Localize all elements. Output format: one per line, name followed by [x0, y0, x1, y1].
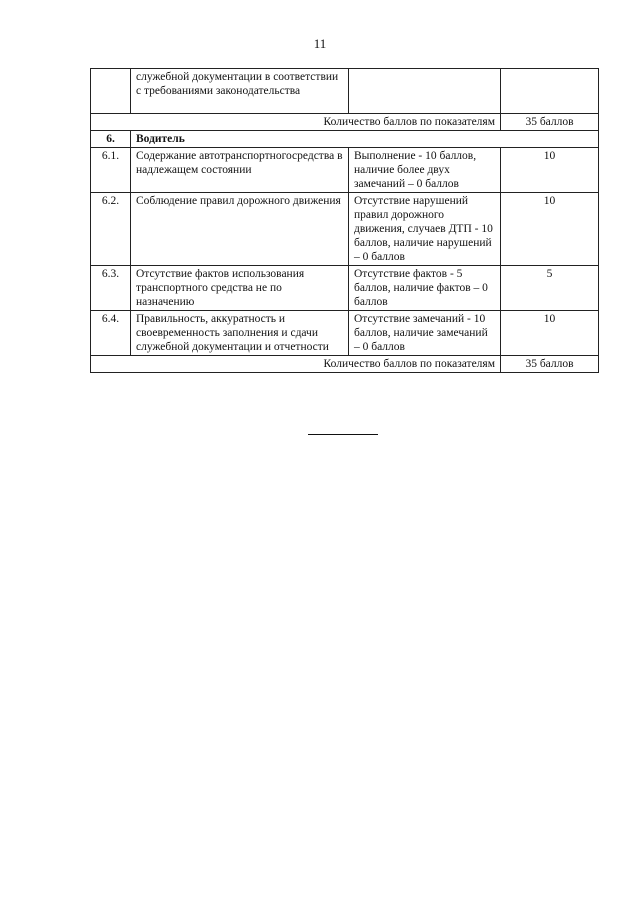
- indicator-cell: Правильность, аккуратность и своевременность заполнения и сдачи служебной документации и отчетности: [131, 311, 349, 356]
- table-row: [91, 311, 599, 356]
- criteria-cell: Отсутствие замечаний - 10 баллов, наличие замечаний – 0 баллов: [349, 311, 501, 356]
- section-header-row: [91, 131, 599, 148]
- score-table: [90, 68, 599, 373]
- criteria-cell: Отсутствие нарушений правил дорожного движения, случаев ДТП - 10 баллов, наличие нарушений – 0 баллов: [349, 193, 501, 266]
- row-number-cell: 6.2.: [91, 193, 131, 266]
- row-number-cell: 6.4.: [91, 311, 131, 356]
- indicator-cell: Соблюдение правил дорожного движения: [131, 193, 349, 266]
- total-value: 35 баллов: [501, 356, 599, 373]
- row-number-cell: 6.3.: [91, 266, 131, 311]
- table-row-continuation: [91, 69, 599, 114]
- table-row: [91, 193, 599, 266]
- table-row: [91, 148, 599, 193]
- row-number-cell: 6.1.: [91, 148, 131, 193]
- criteria-cell: [349, 69, 501, 114]
- table-row-total: [91, 114, 599, 131]
- table-row-total: [91, 356, 599, 373]
- page-number: 11: [313, 36, 327, 51]
- points-cell: 10: [501, 193, 599, 266]
- criteria-cell: Выполнение - 10 баллов, наличие более двух замечаний – 0 баллов: [349, 148, 501, 193]
- criteria-cell: Отсутствие фактов - 5 баллов, наличие фактов – 0 баллов: [349, 266, 501, 311]
- indicator-cell: Содержание автотранспортногосредства в надлежащем состоянии: [131, 148, 349, 193]
- section-title: Водитель: [131, 131, 599, 148]
- indicator-cell: служебной документации в соответствии с требованиями законодательства: [131, 69, 349, 114]
- points-cell: 5: [501, 266, 599, 311]
- points-cell: 10: [501, 311, 599, 356]
- indicator-cell: Отсутствие фактов использования транспортного средства не по назначению: [131, 266, 349, 311]
- row-number-cell: [91, 69, 131, 114]
- total-label: Количество баллов по показателям: [91, 114, 501, 131]
- table-row: [91, 266, 599, 311]
- section-number: 6.: [91, 131, 131, 148]
- points-cell: 10: [501, 148, 599, 193]
- points-cell: [501, 69, 599, 114]
- total-value: 35 баллов: [501, 114, 599, 131]
- end-of-document-rule: [308, 434, 378, 435]
- total-label: Количество баллов по показателям: [91, 356, 501, 373]
